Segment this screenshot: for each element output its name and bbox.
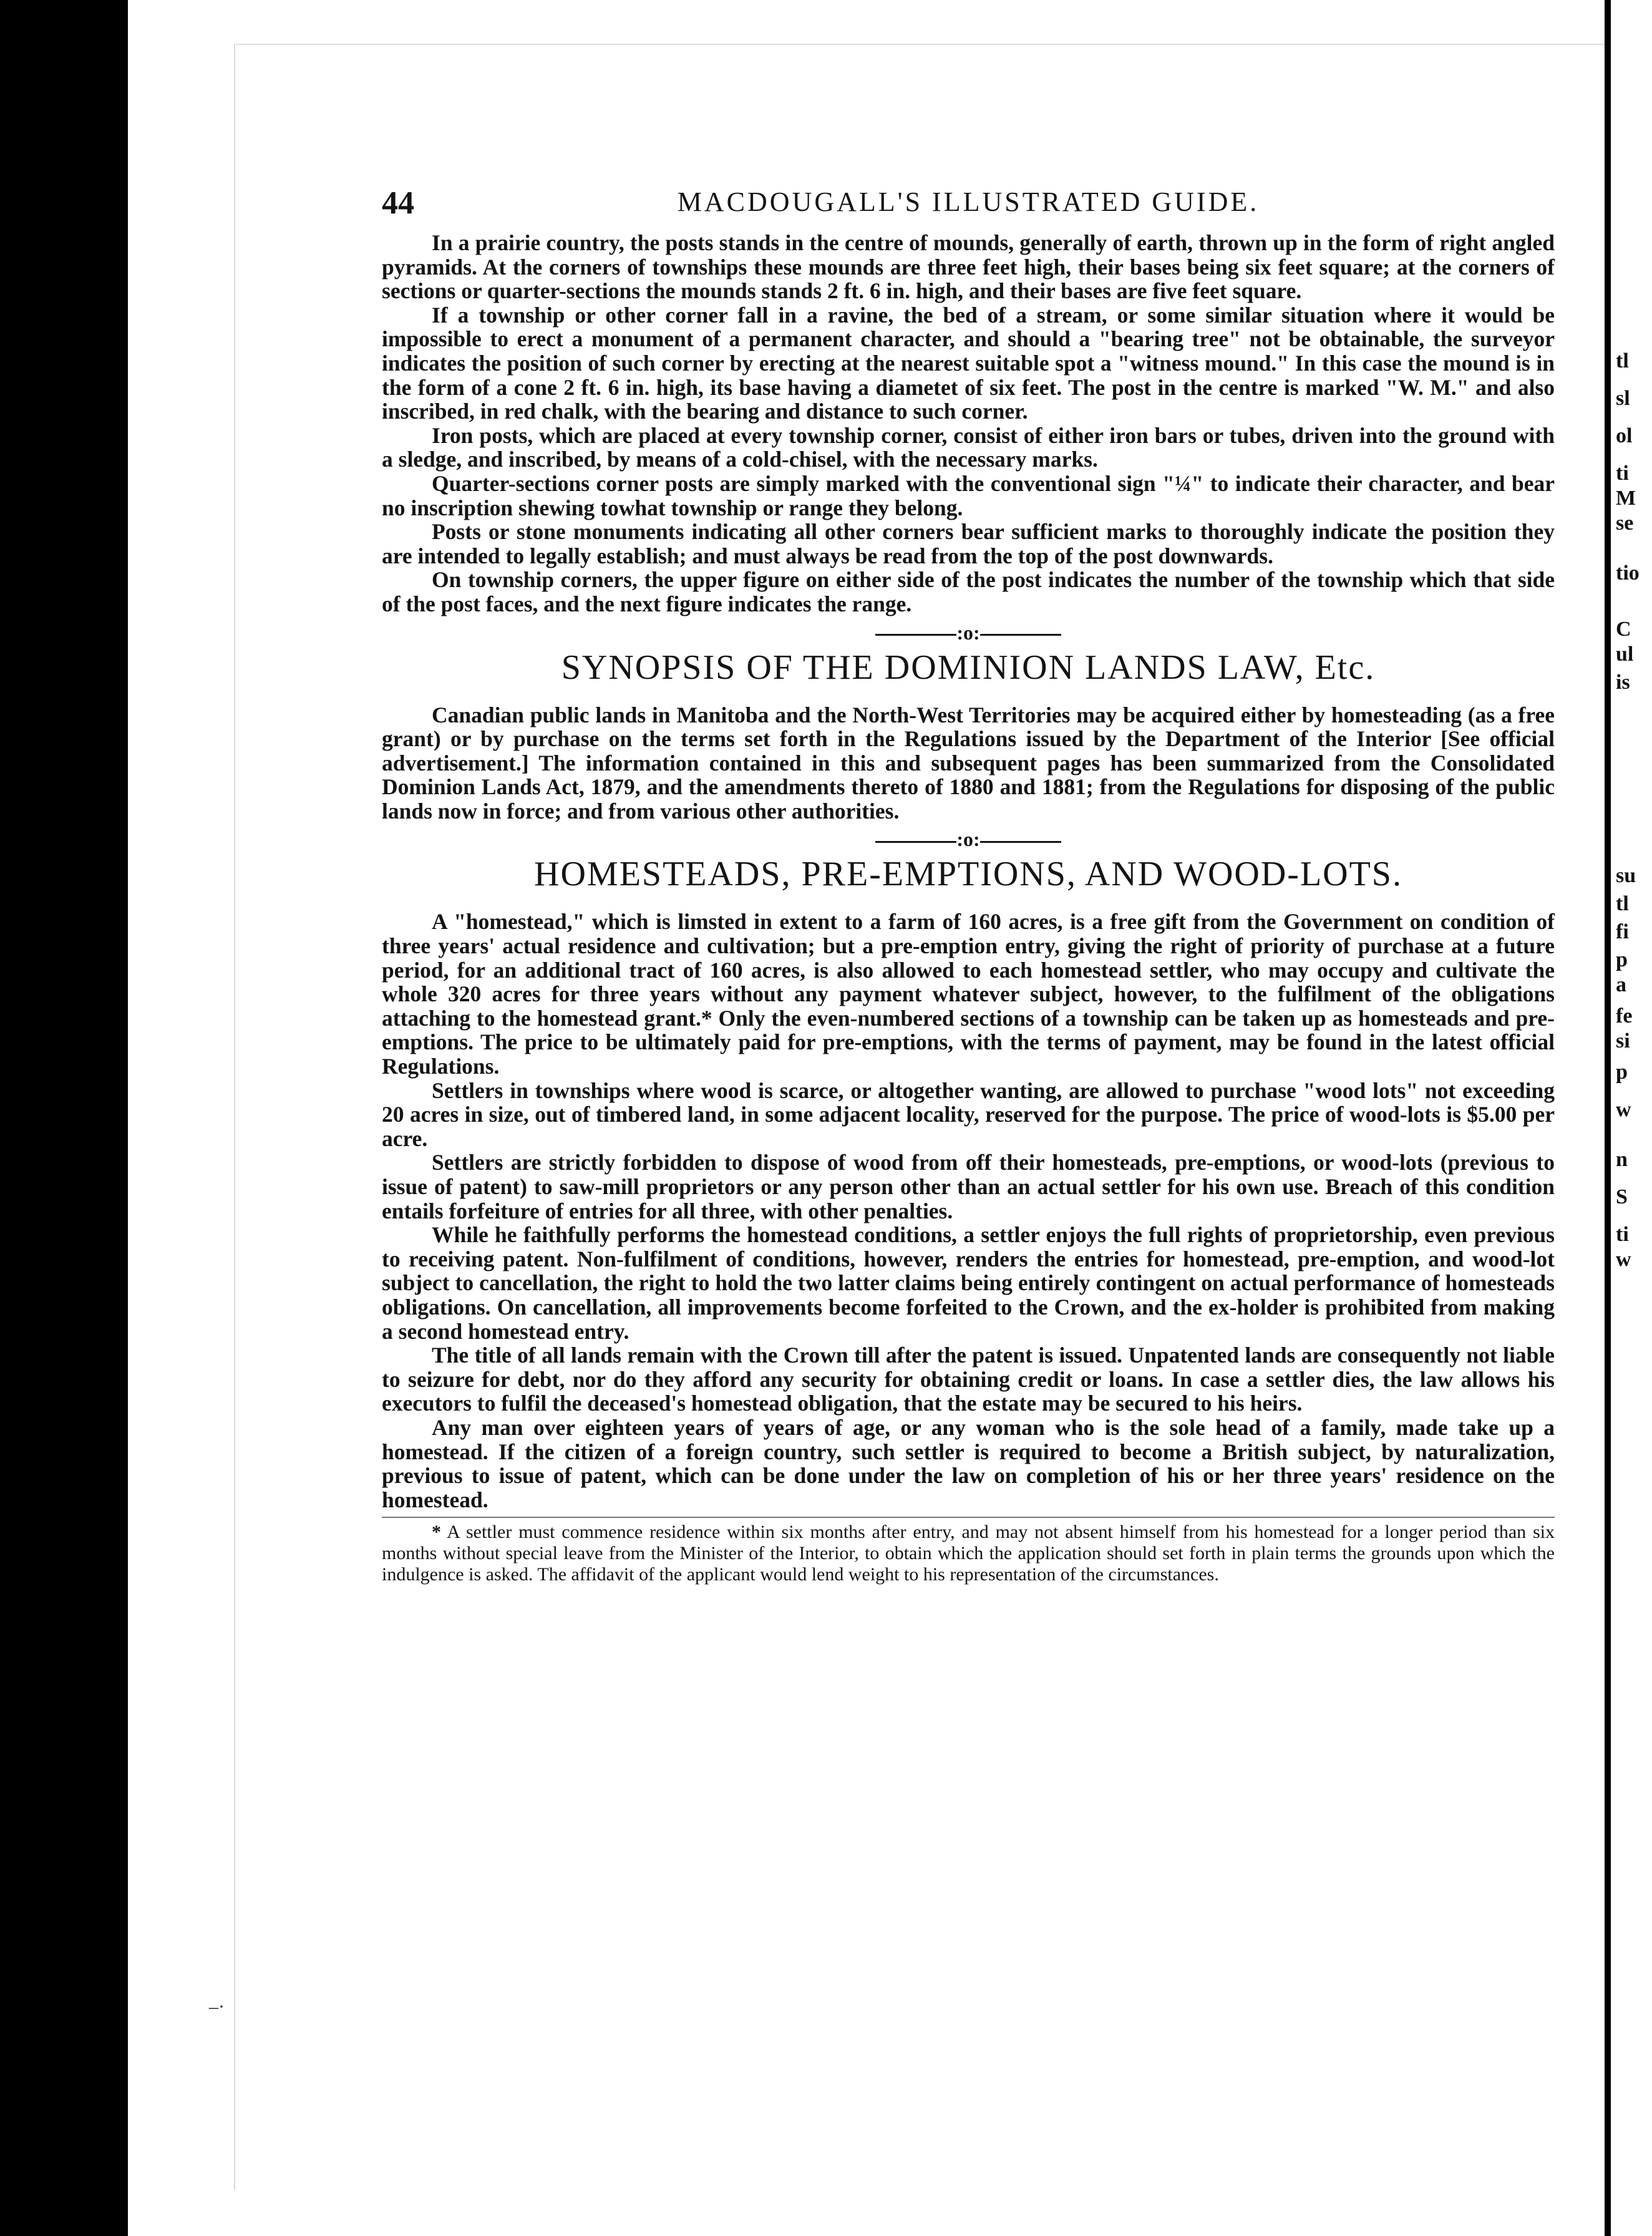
margin-mark: –· bbox=[209, 1996, 225, 2017]
intro-section bbox=[382, 231, 1555, 616]
adjacent-page-fragment: su bbox=[1616, 864, 1636, 887]
adjacent-page-fragment: p bbox=[1616, 948, 1628, 971]
running-head bbox=[382, 181, 1555, 231]
footnote-marker: * bbox=[432, 1522, 441, 1543]
adjacent-page-fragment: S bbox=[1616, 1185, 1628, 1208]
adjacent-page-fragment: w bbox=[1616, 1248, 1631, 1271]
adjacent-page-fragment: ti bbox=[1616, 1223, 1629, 1246]
adjacent-page-fragment: tl bbox=[1616, 349, 1629, 372]
section-heading-homesteads: HOMESTEADS, PRE-EMPTIONS, AND WOOD-LOTS. bbox=[534, 855, 1402, 894]
paragraph: Canadian public lands in Manitoba and the North-West Territories may be acquired either by homesteading (as a free grant) or by purchase on the terms set forth in the Regulations issued by the Department of the Interior [See official advertisement.] The information contained in this and subsequent pages has been summarized from the Consolidated Dominion Lands Act, 1879, and the amendments thereto of 1880 and 1881; from the Regulations for disposing of the public lands now in force; and from various other authorities. bbox=[382, 702, 1555, 824]
adjacent-page-fragment: fi bbox=[1616, 920, 1629, 943]
adjacent-page-fragment: ol bbox=[1616, 424, 1633, 447]
footnote-rule bbox=[382, 1517, 1555, 1518]
adjacent-page-fragment: tl bbox=[1616, 892, 1629, 915]
paragraph: On township corners, the upper figure on either side of the post indicates the number of the township which that side of the post faces, and the next figure indicates the range. bbox=[382, 567, 1555, 616]
separator-rule-right bbox=[980, 841, 1061, 843]
separator-ornament: :o: bbox=[956, 621, 980, 644]
adjacent-page-fragment: tio bbox=[1616, 561, 1640, 585]
adjacent-page-fragment: ti bbox=[1616, 462, 1629, 485]
page-number: 44 bbox=[382, 185, 414, 221]
page-top-edge bbox=[236, 44, 1608, 45]
paragraph: The title of all lands remain with the Crown till after the patent is issued. Unpatented lands are consequently not liable to seizure for debt, nor do they afford any security for obtaining credit or loans. In case a settler dies, the law allows his executors to fulfil the deceased's homestead obligation, that the estate may be secured to his heirs. bbox=[382, 1343, 1555, 1416]
paragraph: If a township or other corner fall in a ravine, the bed of a stream, or some similar situation where it would be impossible to erect a monument of a permanent character, and should a "bearing tree" not be obtainable, the surveyor indicates the position of such corner by erecting at the nearest suitable spot a "witness mound." In this case the mound is in the form of a cone 2 ft. 6 in. high, its base having a diametet of six feet. The post in the centre is marked "W. M." and also inscribed, in red chalk, with the bearing and distance to such corner. bbox=[382, 302, 1555, 424]
section-heading-synopsis: SYNOPSIS OF THE DOMINION LANDS LAW, Etc. bbox=[561, 648, 1376, 687]
separator-rule-right bbox=[980, 634, 1061, 636]
adjacent-page-fragment: fe bbox=[1616, 1004, 1633, 1028]
adjacent-page-fragment: is bbox=[1616, 671, 1630, 694]
footnote bbox=[382, 1522, 1555, 1585]
footnote-body: A settler must commence residence within six months after entry, and may not absent himself from his homestead for a longer period than six months without special leave from the Minister of the Interior, to obtain which the application should set forth in plain terms the grounds upon which the indulgence is asked. The affidavit of the applicant would lend weight to his representation of the circumstances. bbox=[382, 1522, 1555, 1585]
section-separator bbox=[382, 621, 1555, 644]
page-content bbox=[382, 181, 1555, 1585]
adjacent-page-fragment: a bbox=[1616, 973, 1626, 996]
running-title: MACDOUGALL'S ILLUSTRATED GUIDE. bbox=[677, 187, 1260, 217]
paragraph: Quarter-sections corner posts are simply marked with the conventional sign "¼" to indicate their character, and bear no inscription shewing towhat township or range they belong. bbox=[382, 470, 1555, 520]
paragraph: Posts or stone monuments indicating all other corners bear sufficient marks to thoroughly indicate the position they are intended to legally establish; and must always be read from the top of the post downwards. bbox=[382, 519, 1555, 568]
adjacent-page-fragment: M bbox=[1616, 487, 1636, 510]
paragraph: A "homestead," which is limsted in extent to a farm of 160 acres, is a free gift from the Government on condition of three years' actual residence and cultivation; but a pre-emption entry, giving the right of priority of purchase at a future period, for an additional tract of 160 acres, is also allowed to each homestead settler, who may occupy and cultivate the whole 320 acres for three years without any payment whatever subject, however, to the fulfilment of the obligations attaching to the homestead grant.* Only the even-numbered sections of a township can be taken up as homesteads and pre-emptions. The price to be ultimately paid for pre-emptions, with the terms of payment, may be found in the latest official Regulations. bbox=[382, 909, 1555, 1079]
adjacent-page-fragment: n bbox=[1616, 1148, 1628, 1171]
section-separator bbox=[382, 828, 1555, 851]
adjacent-page-fragment: si bbox=[1616, 1029, 1630, 1052]
adjacent-page-fragment: w bbox=[1616, 1098, 1631, 1121]
adjacent-page-fragment: C bbox=[1616, 618, 1631, 641]
paragraph: Settlers in townships where wood is scarce, or altogether wanting, are allowed to purchase "wood lots" not exceeding 20 acres in size, out of timbered land, in some adjacent locality, reserved for the purpose. The price of wood-lots is $5.00 per acre. bbox=[382, 1077, 1555, 1151]
footnote-text bbox=[382, 1522, 1555, 1585]
paragraph: Any man over eighteen years of years of age, or any woman who is the sole head of a family, made take up a homestead. If the citizen of a foreign country, such settler is required to become a British subject, by naturalization, previous to issue of patent, which can be done under the law on completion of his or her three years' residence on the homestead. bbox=[382, 1414, 1555, 1512]
separator-rule-left bbox=[875, 841, 956, 843]
page-fold-line bbox=[234, 44, 235, 2190]
separator-rule-left bbox=[875, 634, 956, 636]
separator-ornament: :o: bbox=[956, 828, 980, 851]
paragraph: Iron posts, which are placed at every township corner, consist of either iron bars or tubes, driven into the ground with a sledge, and inscribed, by means of a cold-chisel, with the necessary marks. bbox=[382, 422, 1555, 472]
adjacent-page-fragment: p bbox=[1616, 1061, 1628, 1084]
adjacent-page-fragment: se bbox=[1616, 512, 1634, 535]
paragraph: Settlers are strictly forbidden to dispose of wood from off their homesteads, pre-emptions, or wood-lots (previous to issue of patent) to saw-mill proprietors or any person other than an actual settler for his own use. Breach of this condition entails forfeiture of entries for all three, with other penalties. bbox=[382, 1150, 1555, 1223]
paragraph: In a prairie country, the posts stands in the centre of mounds, generally of earth, thrown up in the form of right angled pyramids. At the corners of townships these mounds are three feet high, their bases being six feet square; at the corners of sections or quarter-sections the mounds stands 2 ft. 6 in. high, and their bases are five feet square. bbox=[382, 230, 1555, 304]
paragraph: While he faithfully performs the homestead conditions, a settler enjoys the full rights of proprietorship, even previous to receiving patent. Non-fulfilment of conditions, however, renders the entries for homestead, pre-emption, and wood-lot subject to cancellation, the right to hold the two latter claims being entirely contingent on actual performance of homesteads obligations. On cancellation, all improvements become forfeited to the Crown, and the ex-holder is prohibited from making a second homestead entry. bbox=[382, 1222, 1555, 1344]
adjacent-page-fragment: ul bbox=[1616, 643, 1634, 666]
adjacent-page-fragment: sl bbox=[1616, 387, 1630, 410]
